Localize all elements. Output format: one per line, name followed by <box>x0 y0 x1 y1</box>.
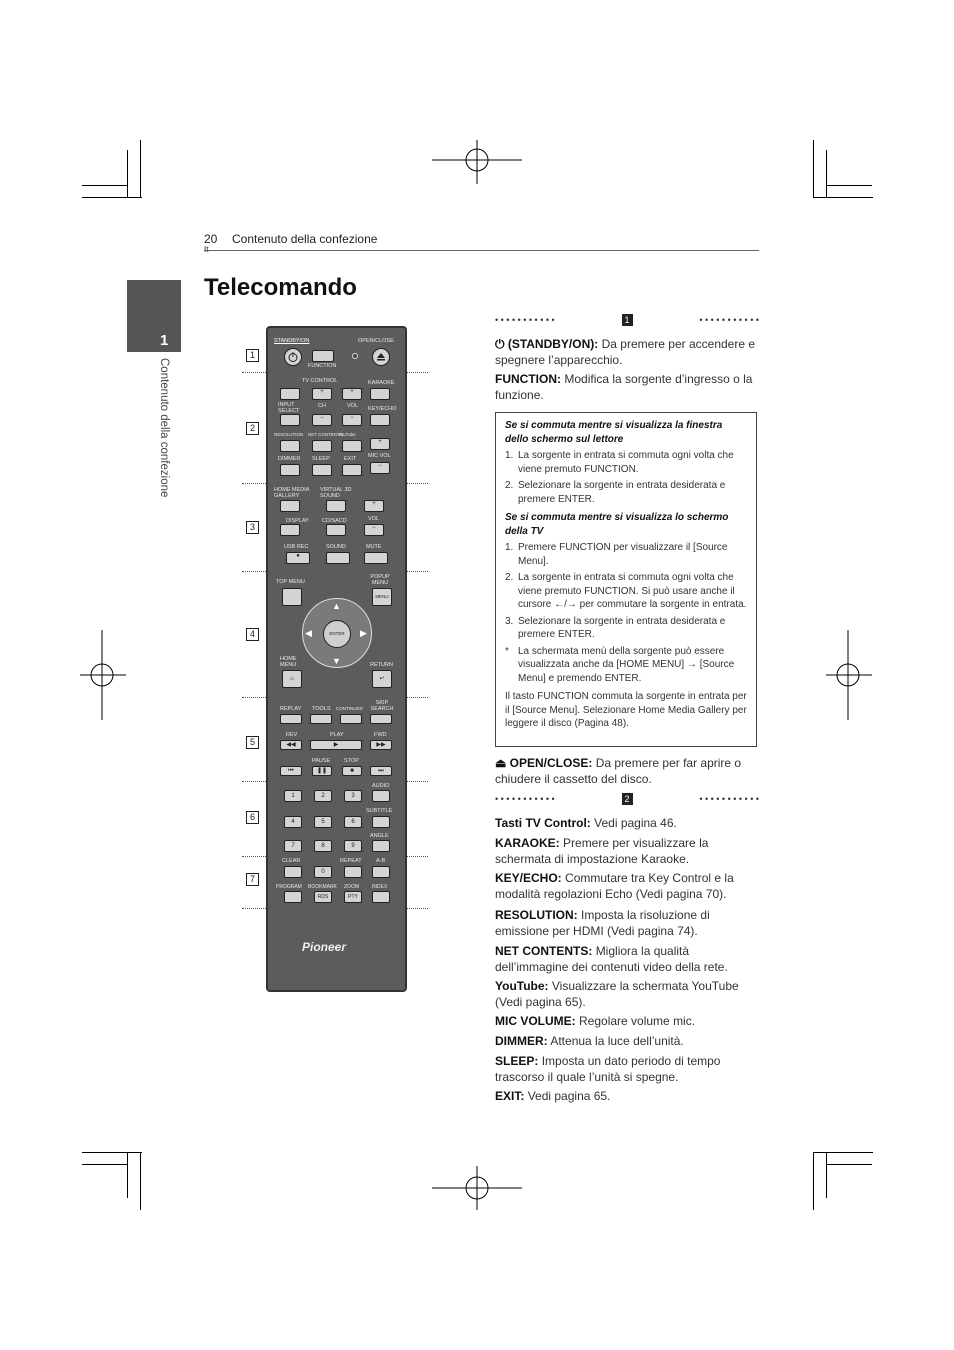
crop-mark <box>826 1164 872 1165</box>
ab-button[interactable] <box>372 866 390 878</box>
angle-button[interactable] <box>372 840 390 852</box>
tools-button[interactable] <box>310 714 332 724</box>
bookmark-rds-button[interactable]: RDS <box>314 891 332 903</box>
list-item: 1. La sorgente in entrata si commuta ogni volta che viene premuto FUNCTION. <box>505 450 734 475</box>
resolution-label: RESOLUTION <box>274 432 304 437</box>
section-2-item: EXIT: Vedi pagina 65. <box>495 1089 611 1103</box>
note-heading-2: Se si commuta mentre si visualizza lo schermo della TV <box>505 512 729 537</box>
top-menu-button[interactable] <box>282 588 302 606</box>
right-icon[interactable]: ▶ <box>360 628 367 638</box>
crop-mark <box>82 197 142 198</box>
home-menu-label: HOME MENU <box>280 656 297 668</box>
skip-search-button[interactable] <box>370 714 392 724</box>
crop-mark <box>127 1152 128 1198</box>
standby-button[interactable] <box>284 348 302 366</box>
program-button[interactable] <box>284 891 302 903</box>
callout-6: 6 <box>246 811 259 824</box>
clear-label: CLEAR <box>282 858 301 864</box>
popup-menu-label: POPUP MENU <box>370 574 390 586</box>
net-contents-button[interactable] <box>312 440 332 452</box>
subtitle-button[interactable] <box>372 816 390 828</box>
karaoke-label: KARAOKE <box>368 380 395 386</box>
digit-4-button[interactable]: 4 <box>284 816 302 828</box>
chapter-number: 1 <box>160 332 169 349</box>
ab-label: A-B <box>376 858 386 864</box>
callout-7: 7 <box>246 873 259 886</box>
tools-label: TOOLS <box>312 706 331 712</box>
registration-mark <box>80 630 126 720</box>
replay-label: REPLAY <box>280 706 302 712</box>
callout-2: 2 <box>246 422 259 435</box>
indicator-led <box>352 353 358 359</box>
pioneer-logo: Pioneer <box>302 940 347 954</box>
eject-icon: ⏏ <box>495 756 510 770</box>
callout-1: 1 <box>246 349 259 362</box>
index-button[interactable] <box>372 891 390 903</box>
list-item: * La schermata menù della sorgente può essere visualizzata anche da [HOME MENU] → [Source Menu] e premendo ENTER. <box>505 645 735 684</box>
crop-mark <box>813 197 873 198</box>
enter-label: ENTER <box>329 631 345 636</box>
open-close-text: Da premere per far aprire o chiudere il cassetto del disco. <box>495 756 742 786</box>
chapter-label: Contenuto della confezione <box>158 358 170 498</box>
usb-rec-label: USB REC <box>284 544 309 550</box>
section-2-item: KEY/ECHO: Commutare tra Key Control e la modalità regolazioni Echo (Vedi pagina 70). <box>495 871 734 901</box>
crop-mark <box>813 140 814 198</box>
note-box <box>495 412 757 747</box>
continued-button[interactable] <box>340 714 362 724</box>
home-menu-button[interactable]: ⌂ <box>282 670 302 688</box>
usb-rec-button[interactable]: ● <box>286 552 310 564</box>
play-button[interactable]: ▶ <box>310 740 362 750</box>
menu-button[interactable] <box>372 588 392 606</box>
input-select-button[interactable] <box>280 414 300 426</box>
sleep-button[interactable] <box>312 464 332 476</box>
input-select-label: INPUT SELECT <box>278 402 300 414</box>
registration-mark <box>826 630 872 720</box>
top-menu-label: TOP MENU <box>276 579 305 585</box>
fwd-label: FWD <box>374 732 387 738</box>
digit-6-button[interactable]: 6 <box>344 816 362 828</box>
digit-7-button[interactable]: 7 <box>284 840 302 852</box>
return-label: RETURN <box>370 662 393 668</box>
down-icon[interactable]: ▼ <box>332 656 341 666</box>
stop-button[interactable]: ■ <box>342 766 362 776</box>
running-header: Contenuto della confezione <box>232 232 378 246</box>
section-2-item: KARAOKE: Premere per visualizzare la schermata di impostazione Karaoke. <box>495 836 709 866</box>
section-2-item: DIMMER: Attenua la luce dell’unità. <box>495 1034 684 1048</box>
tv-control-label: TV CONTROL <box>302 378 338 384</box>
youtube-button[interactable] <box>342 440 362 452</box>
net-contents-label: NET CONTENTS <box>308 432 343 437</box>
home-media-gallery-label: HOME MEDIA GALLERY <box>274 487 310 499</box>
callout-5: 5 <box>246 736 259 749</box>
continued-label: CONTINUED <box>336 706 363 711</box>
clear-button[interactable] <box>284 866 302 878</box>
sound-button[interactable] <box>326 552 350 564</box>
ch-minus-button[interactable]: − <box>312 414 332 426</box>
digit-2-button[interactable]: 2 <box>314 790 332 802</box>
pause-label: PAUSE <box>312 758 331 764</box>
crop-mark <box>813 1152 814 1210</box>
section-2-item: Tasti TV Control: Vedi pagina 46. <box>495 816 677 830</box>
standby-label: STANDBY/ON <box>274 338 310 344</box>
repeat-button[interactable] <box>344 866 362 878</box>
section-2-item: YouTube: Visualizzare la schermata YouTube (Vedi pagina 65). <box>495 979 739 1009</box>
zoom-pty-button[interactable]: PTY <box>344 891 362 903</box>
return-button[interactable]: ↵ <box>372 670 392 688</box>
audio-button[interactable] <box>372 790 390 802</box>
zoom-label: ZOOM <box>344 884 359 890</box>
list-item: 2. Selezionare la sorgente in entrata desiderata e premere ENTER. <box>505 480 726 505</box>
section-2-item: RESOLUTION: Imposta la risoluzione di emissione per HDMI (Vedi pagina 74). <box>495 908 710 938</box>
section-2-item: SLEEP: Imposta un dato periodo di tempo trascorso il quale l’unità si spegne. <box>495 1054 721 1084</box>
crop-mark <box>82 1164 128 1165</box>
stop-label: STOP <box>344 758 359 764</box>
audio-label: AUDIO <box>372 783 390 789</box>
rev-button[interactable]: ◀◀ <box>280 740 302 750</box>
skip-search-label: SKIP SEARCH <box>370 700 394 712</box>
repeat-label: REPEAT <box>340 858 362 864</box>
play-label: PLAY <box>330 732 344 738</box>
replay-button[interactable] <box>280 714 302 724</box>
digit-1-button[interactable]: 1 <box>284 790 302 802</box>
function-description <box>495 372 759 403</box>
mute-button[interactable] <box>364 552 388 564</box>
power-icon: ⏻ <box>495 337 508 351</box>
function-button[interactable] <box>312 350 334 362</box>
mic-vol-minus-button[interactable]: − <box>370 462 390 474</box>
note-heading-1: Se si commuta mentre si visualizza la finestra dello schermo sul lettore <box>505 420 723 445</box>
standby-description <box>495 337 759 368</box>
crop-mark <box>140 1152 141 1210</box>
enter-button[interactable] <box>323 620 351 648</box>
home-media-gallery-button[interactable] <box>280 500 300 512</box>
standby-term: (STANDBY/ON): <box>507 337 599 351</box>
registration-mark <box>432 140 522 184</box>
prev-button[interactable]: ⏮ <box>280 766 302 776</box>
open-close-description <box>495 756 759 787</box>
left-icon[interactable]: ◀ <box>305 628 312 638</box>
section-1-header: • • • • • • • • • • • 1 • • • • • • • • • • • <box>495 315 759 325</box>
cd-sacd-label: CD/SACD <box>322 518 347 524</box>
section-2-item: NET CONTENTS: Migliora la qualità dell’immagine dei contenuti video della rete. <box>495 944 728 974</box>
mic-vol-label: MIC VOL <box>368 453 391 459</box>
bookmark-label: BOOKMARK <box>308 884 337 890</box>
crop-mark <box>127 150 128 198</box>
crop-mark <box>82 1152 142 1153</box>
open-close-label: OPEN/CLOSE <box>358 338 394 344</box>
tv-power-button[interactable] <box>280 388 300 400</box>
crop-mark <box>826 150 827 198</box>
mute-label: MUTE <box>366 544 382 550</box>
exit-button[interactable] <box>342 464 362 476</box>
crop-mark <box>826 185 872 186</box>
page-title: Telecomando <box>204 274 357 301</box>
vol-down-button[interactable]: − <box>364 524 384 536</box>
youtube-label: YouTube <box>338 432 356 437</box>
open-close-button[interactable] <box>372 348 390 366</box>
vol2-label: VOL <box>368 516 380 522</box>
digit-3-button[interactable]: 3 <box>344 790 362 802</box>
ch-label: CH <box>318 403 326 409</box>
section-badge: 2 <box>622 793 633 805</box>
virtual-3d-sound-label: VIRTUAL 3D SOUND <box>320 487 352 499</box>
up-icon[interactable]: ▲ <box>332 601 341 611</box>
key-echo-button[interactable] <box>370 414 390 426</box>
pause-button[interactable]: ❚❚ <box>312 766 332 776</box>
display-label: DISPLAY <box>286 518 309 524</box>
section-badge: 1 <box>622 314 633 326</box>
crop-mark <box>82 185 128 186</box>
digit-8-button[interactable]: 8 <box>314 840 332 852</box>
virtual-3d-sound-button[interactable] <box>326 500 346 512</box>
rev-label: REV <box>286 732 298 738</box>
cd-sacd-button[interactable] <box>326 524 346 536</box>
function-term: FUNCTION: <box>495 372 561 386</box>
ch-plus-button[interactable]: + <box>312 388 332 400</box>
registration-mark <box>432 1166 522 1210</box>
dimmer-button[interactable] <box>280 464 300 476</box>
section-2-header: • • • • • • • • • • • 2 • • • • • • • • • • • <box>495 794 759 804</box>
resolution-button[interactable] <box>280 440 300 452</box>
vol-minus-button[interactable]: − <box>342 414 362 426</box>
crop-mark <box>826 1152 827 1198</box>
exit-label: EXIT <box>344 456 357 462</box>
section-2-item: MIC VOLUME: Regolare volume mic. <box>495 1014 696 1028</box>
list-item: 2. La sorgente in entrata si commuta ogni volta che viene premuto FUNCTION. Si può usare anche il cursore ←/→ per commutare la sorgente in entrata. <box>505 572 747 610</box>
callout-3: 3 <box>246 521 259 534</box>
vol-up-button[interactable]: + <box>364 500 384 512</box>
display-button[interactable] <box>280 524 300 536</box>
fwd-button[interactable]: ▶▶ <box>370 740 392 750</box>
chapter-tab <box>127 280 181 352</box>
list-item: 3. Selezionare la sorgente in entrata desiderata e premere ENTER. <box>505 615 726 640</box>
index-label: INDEX <box>372 884 388 890</box>
digit-9-button[interactable]: 9 <box>344 840 362 852</box>
subtitle-label: SUBTITLE <box>366 808 393 814</box>
function-text: Modifica la sorgente d’ingresso o la funzione. <box>495 372 753 402</box>
digit-5-button[interactable]: 5 <box>314 816 332 828</box>
list-item: 1. Premere FUNCTION per visualizzare il [Source Menu]. <box>505 542 728 567</box>
crop-mark <box>813 1152 873 1153</box>
header-rule <box>204 250 759 251</box>
standby-text: Da premere per accendere e spegnere l’apparecchio. <box>495 337 756 367</box>
menu-button-label: MENU <box>375 594 389 599</box>
next-button[interactable]: ⏭ <box>370 766 392 776</box>
mic-vol-plus-button[interactable]: + <box>370 438 390 450</box>
key-echo-label: KEY/ECHO <box>368 406 397 412</box>
remote-control <box>266 326 407 992</box>
open-close-term: OPEN/CLOSE: <box>509 756 593 770</box>
callout-4: 4 <box>246 628 259 641</box>
function-label: FUNCTION <box>308 363 337 369</box>
dimmer-label: DIMMER <box>278 456 301 462</box>
note-footer: Il tasto FUNCTION commuta la sorgente in entrata per il [Source Menu]. Selezionare Home Media Gallery per leggere il disco (Pagina 48). <box>505 691 747 729</box>
crop-mark <box>140 140 141 198</box>
vol-label: VOL <box>347 403 359 409</box>
angle-label: ANGLE <box>370 833 389 839</box>
sleep-label: SLEEP <box>312 456 330 462</box>
vol-plus-button[interactable]: + <box>342 388 362 400</box>
sound-label: SOUND <box>326 544 346 550</box>
digit-0-button[interactable]: 0 <box>314 866 332 878</box>
page-number: 20 <box>204 232 218 246</box>
program-label: PROGRAM <box>276 884 302 890</box>
karaoke-button[interactable] <box>370 388 390 400</box>
